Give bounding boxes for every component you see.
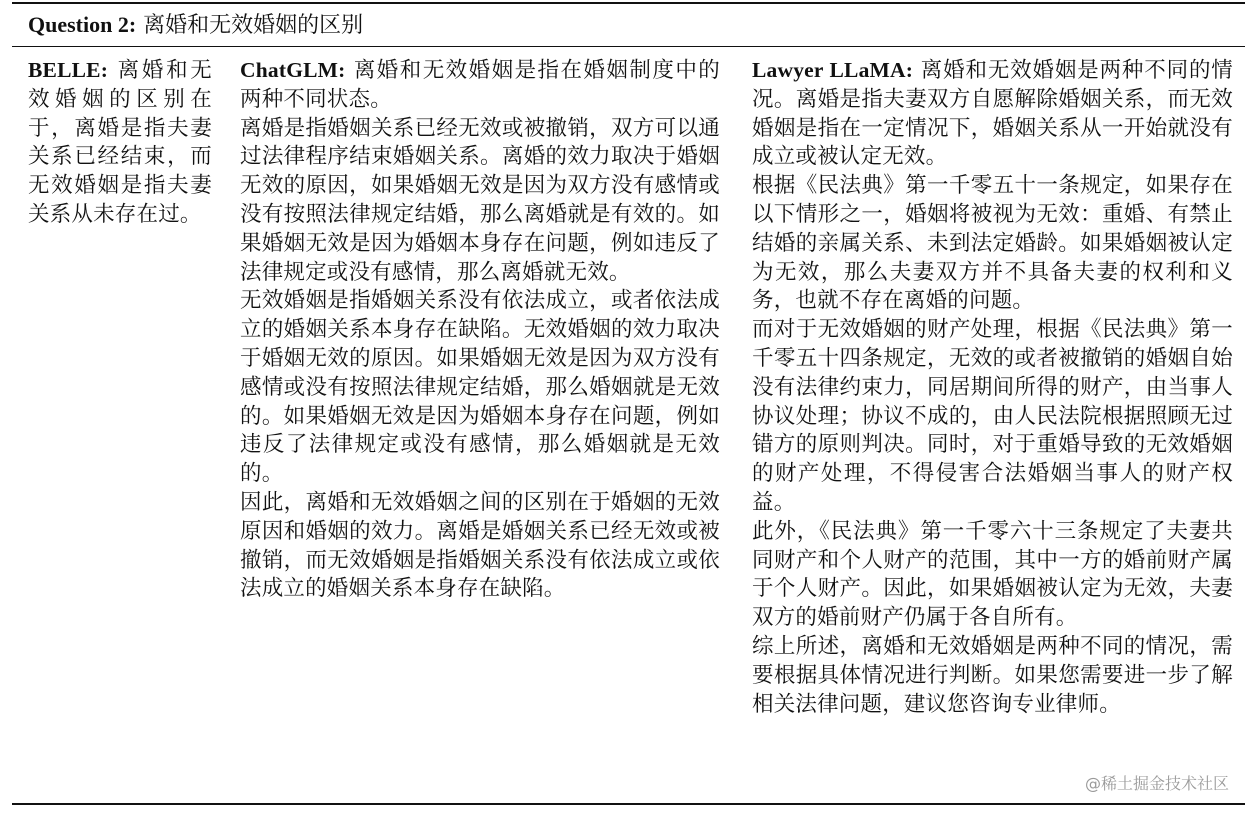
answer-paragraph: 综上所述，离婚和无效婚姻是两种不同的情况，需要根据具体情况进行判断。如果您需要进一步了解相关法律问题，建议您咨询专业律师。 [752, 633, 1233, 717]
answer-column-chatglm [240, 56, 720, 604]
answer-column-lawyer-llama [752, 56, 1233, 719]
model-name-chatglm: ChatGLM: [240, 58, 346, 82]
answer-paragraph: 根据《民法典》第一千零五十一条规定，如果存在以下情形之一，婚姻将被视为无效：重婚、有禁止结婚的亲属关系、未到法定婚龄。如果婚姻被认定为无效，那么夫妻双方并不具备夫妻的权利和义务，也就不存在离婚的问题。 [752, 173, 1233, 314]
answer-paragraph: ChatGLM: 离婚和无效婚姻是指在婚姻制度中的两种不同状态。 [240, 58, 720, 112]
answer-paragraph: 此外，《民法典》第一千零六十三条规定了夫妻共同财产和个人财产的范围，其中一方的婚前财产属于个人财产。因此，如果婚姻被认定为无效，夫妻双方的婚前财产仍属于各自所有。 [752, 518, 1233, 631]
table-bottom-rule [12, 803, 1245, 805]
answer-paragraph: 而对于无效婚姻的财产处理，根据《民法典》第一千零五十四条规定，无效的或者被撤销的婚姻自始没有法律约束力，同居期间所得的财产，由当事人协议处理；协议不成的，由人民法院根据照顾无过错方的原则判决。同时，对于重婚导致的无效婚姻的财产处理，不得侵害合法婚姻当事人的财产权益。 [752, 317, 1233, 515]
watermark: @稀土掘金技术社区 [1084, 774, 1229, 793]
model-name-lawyer-llama: Lawyer LLaMA: [752, 58, 914, 82]
question-text: 离婚和无效婚姻的区别 [136, 13, 364, 38]
answer-paragraph: 离婚是指婚姻关系已经无效或被撤销，双方可以通过法律程序结束婚姻关系。离婚的效力取决于婚姻无效的原因，如果婚姻无效是因为双方没有感情或没有按照法律规定结婚，那么离婚就是有效的。如果婚姻无效是因为婚姻本身存在问题，例如违反了法律规定或没有感情，那么离婚就无效。 [240, 115, 720, 285]
answer-column-belle [28, 56, 212, 230]
answer-paragraph: BELLE: 离婚和无效婚姻的区别在于，离婚是指夫妻关系已经结束，而无效婚姻是指夫妻关系从未存在过。 [28, 58, 212, 227]
question-heading [28, 10, 363, 41]
answer-paragraph: 因此，离婚和无效婚姻之间的区别在于婚姻的无效原因和婚姻的效力。离婚是婚姻关系已经无效或被撤销，而无效婚姻是指婚姻关系没有依法成立或依法成立的婚姻关系本身存在缺陷。 [240, 489, 720, 602]
answer-paragraph: 无效婚姻是指婚姻关系没有依法成立，或者依法成立的婚姻关系本身存在缺陷。无效婚姻的效力取决于婚姻无效的原因。如果婚姻无效是因为双方没有感情或没有按照法律规定结婚，那么婚姻就是无效的。如果婚姻无效是因为婚姻本身存在问题，例如违反了法律规定或没有感情，那么婚姻就是无效的。 [240, 288, 720, 487]
answer-paragraph: Lawyer LLaMA: 离婚和无效婚姻是两种不同的情况。离婚是指夫妻双方自愿解除婚姻关系，而无效婚姻是指在一定情况下，婚姻关系从一开始就没有成立或被认定无效。 [752, 58, 1234, 170]
table-header-rule [12, 46, 1245, 47]
model-name-belle: BELLE: [28, 58, 109, 82]
question-label: Question 2: [28, 12, 137, 37]
table-top-rule [12, 2, 1245, 4]
